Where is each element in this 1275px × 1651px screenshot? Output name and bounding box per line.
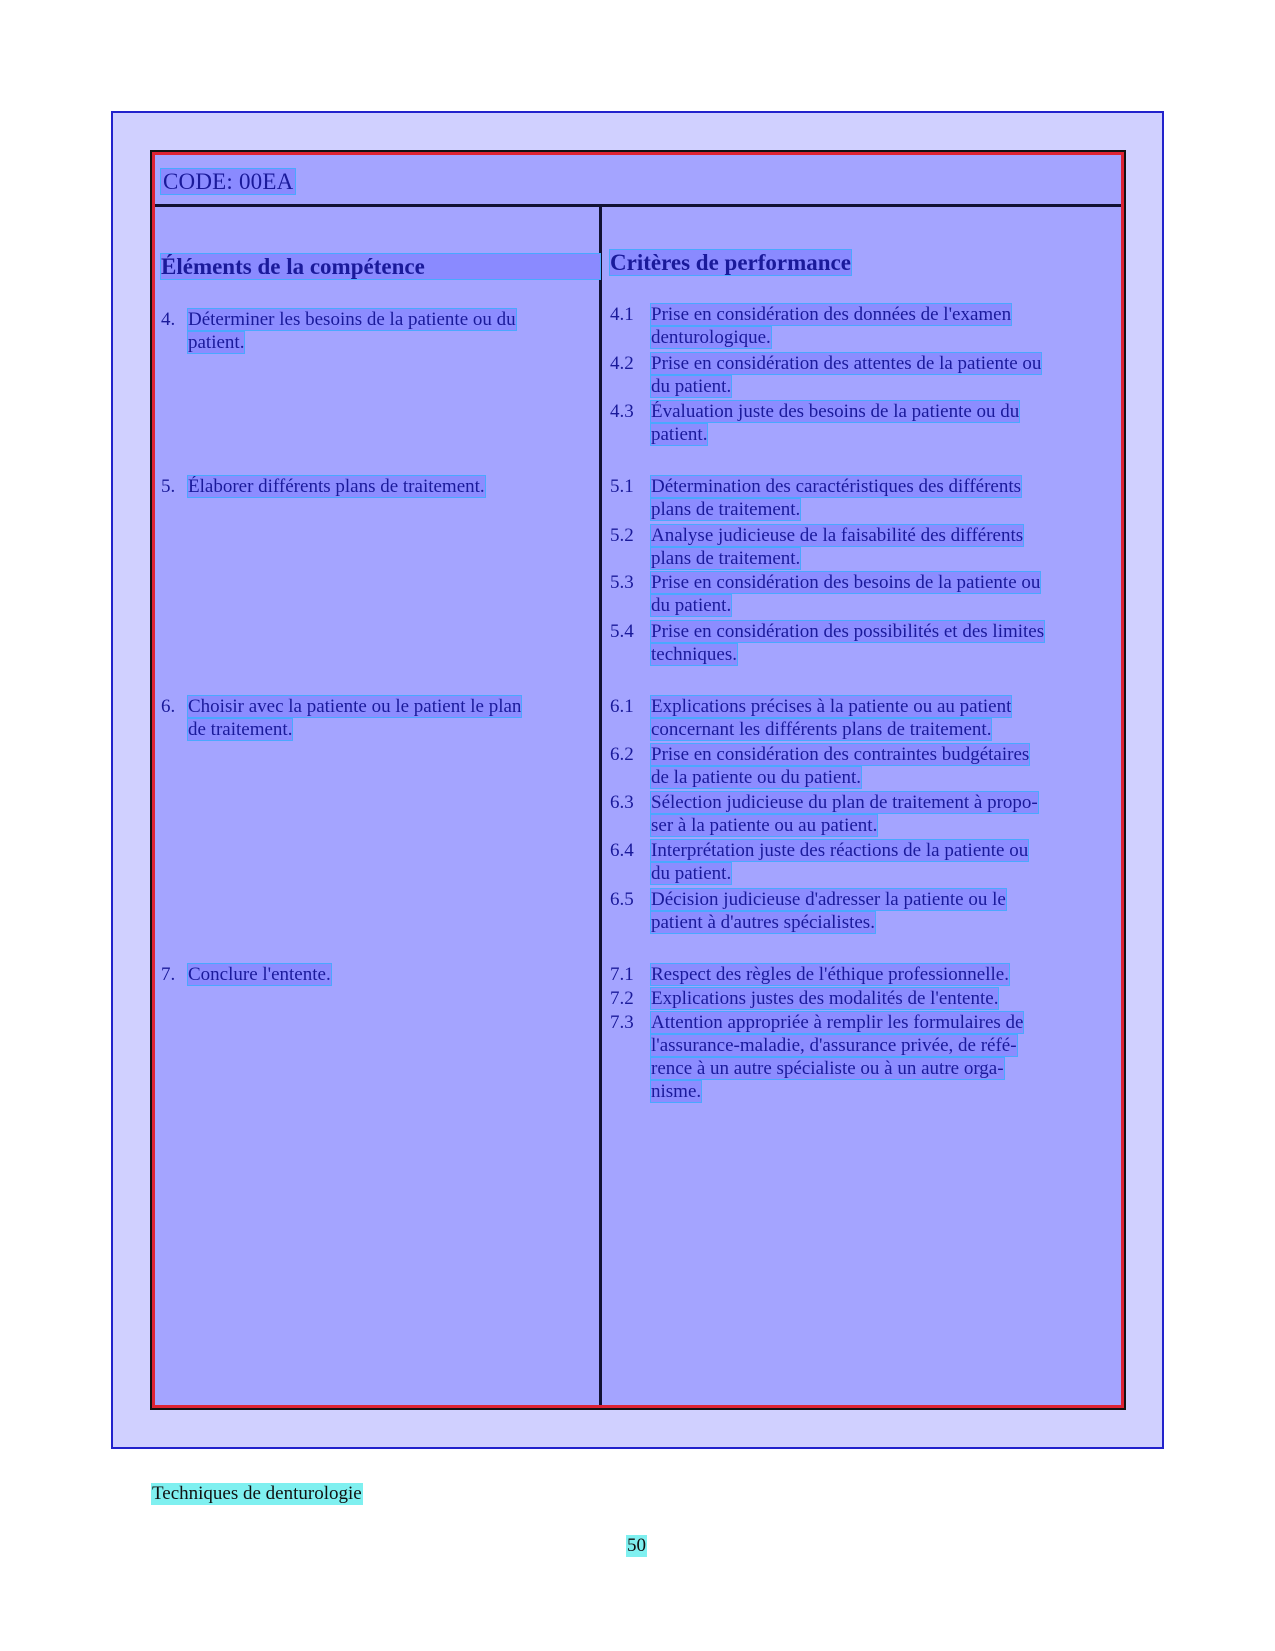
element-number: 6. <box>161 696 176 717</box>
criterion-line: Interprétation juste des réactions de la patiente ou <box>651 840 1029 861</box>
criterion-number: 6.1 <box>610 696 634 717</box>
criterion-number: 6.4 <box>610 840 634 861</box>
criterion-number: 4.2 <box>610 353 634 374</box>
criterion-number: 6.5 <box>610 889 634 910</box>
element-line: Conclure l'entente. <box>188 964 331 985</box>
criterion-line: du patient. <box>651 595 732 616</box>
criterion-line: Prise en considération des besoins de la patiente ou <box>651 572 1041 593</box>
criterion-line: Sélection judicieuse du plan de traitement à propo- <box>651 792 1038 813</box>
criteria-header: Critères de performance <box>610 250 851 275</box>
criterion-line: l'assurance-maladie, d'assurance privée, de réfé- <box>651 1035 1017 1056</box>
criterion-line: ser à la patiente ou au patient. <box>651 815 878 836</box>
criterion-line: Prise en considération des contraintes budgétaires <box>651 744 1030 765</box>
criterion-line: Prise en considération des données de l'examen <box>651 304 1012 325</box>
code-row <box>155 155 1121 207</box>
footer-program-name: Techniques de denturologie <box>152 1483 362 1504</box>
element-line: Élaborer différents plans de traitement. <box>188 476 485 497</box>
criterion-line: patient à d'autres spécialistes. <box>651 912 875 933</box>
criterion-line: de la patiente ou du patient. <box>651 767 861 788</box>
element-number: 5. <box>161 476 176 497</box>
element-number: 4. <box>161 309 176 330</box>
criterion-line: plans de traitement. <box>651 499 801 520</box>
element-line: de traitement. <box>188 719 293 740</box>
criterion-line: rence à un autre spécialiste ou à un autre orga- <box>651 1058 1004 1079</box>
criterion-number: 7.1 <box>610 964 634 985</box>
criterion-line: nisme. <box>651 1081 702 1102</box>
criterion-line: Évaluation juste des besoins de la patiente ou du <box>651 401 1020 422</box>
elements-header: Éléments de la compétence <box>161 254 600 279</box>
criterion-line: du patient. <box>651 376 732 397</box>
element-line: Choisir avec la patiente ou le patient le plan <box>188 696 522 717</box>
criterion-line: techniques. <box>651 644 738 665</box>
criterion-line: Attention appropriée à remplir les formulaires de <box>651 1012 1024 1033</box>
criterion-line: Explications précises à la patiente ou au patient <box>651 696 1012 717</box>
element-line: Déterminer les besoins de la patiente ou du <box>188 309 516 330</box>
criterion-line: Détermination des caractéristiques des différents <box>651 476 1022 497</box>
criterion-line: Prise en considération des attentes de la patiente ou <box>651 353 1042 374</box>
criterion-line: Explications justes des modalités de l'entente. <box>651 988 999 1009</box>
criterion-number: 4.3 <box>610 401 634 422</box>
criterion-line: Respect des règles de l'éthique professionnelle. <box>651 964 1009 985</box>
criterion-number: 5.2 <box>610 525 634 546</box>
criterion-number: 7.3 <box>610 1012 634 1033</box>
page-number: 50 <box>627 1535 646 1556</box>
criterion-number: 5.1 <box>610 476 634 497</box>
element-number: 7. <box>161 964 176 985</box>
element-line: patient. <box>188 332 245 353</box>
criterion-line: concernant les différents plans de traitement. <box>651 719 992 740</box>
criterion-line: plans de traitement. <box>651 548 801 569</box>
criterion-number: 5.3 <box>610 572 634 593</box>
code-label: CODE: 00EA <box>163 169 294 194</box>
criterion-number: 6.2 <box>610 744 634 765</box>
criterion-line: du patient. <box>651 863 732 884</box>
criterion-line: patient. <box>651 424 708 445</box>
column-divider <box>599 207 602 1405</box>
criterion-line: denturologique. <box>651 327 771 348</box>
criterion-number: 6.3 <box>610 792 634 813</box>
criterion-line: Décision judicieuse d'adresser la patiente ou le <box>651 889 1006 910</box>
criterion-number: 5.4 <box>610 621 634 642</box>
criterion-line: Prise en considération des possibilités et des limites <box>651 621 1045 642</box>
criterion-number: 4.1 <box>610 304 634 325</box>
criterion-line: Analyse judicieuse de la faisabilité des différents <box>651 525 1024 546</box>
criterion-number: 7.2 <box>610 988 634 1009</box>
